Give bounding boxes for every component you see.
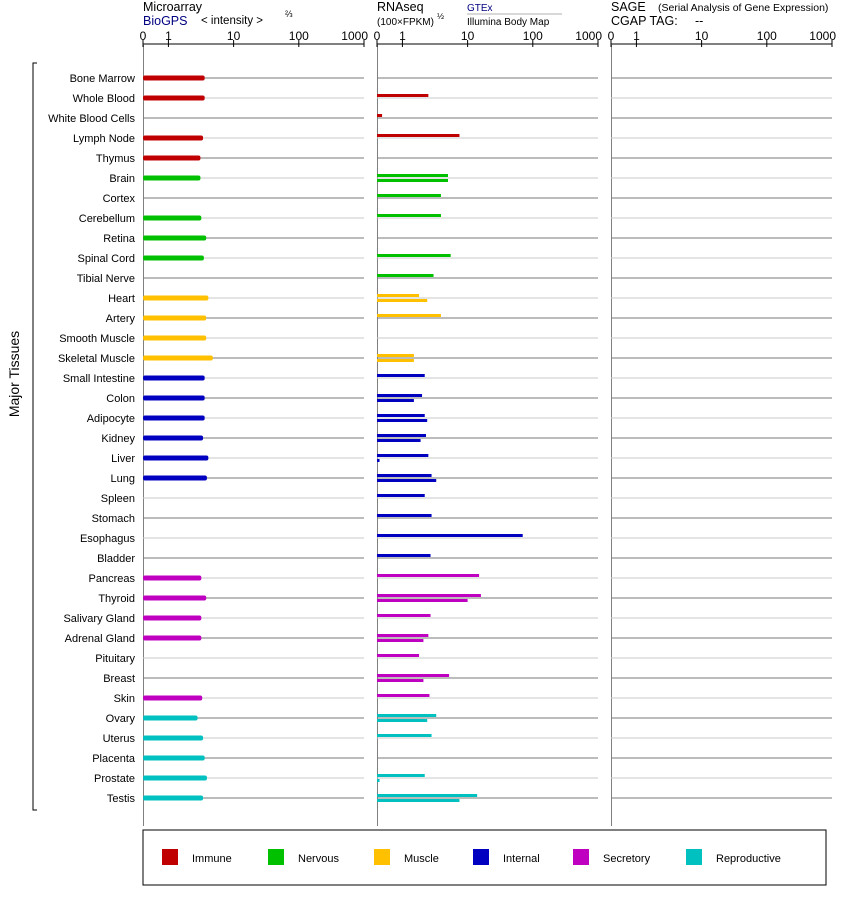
tissue-label: Spleen <box>100 493 135 505</box>
rnaseq-gtex-bar <box>377 634 428 637</box>
rnaseq-ibm-bar <box>377 719 427 722</box>
tissue-label: Pancreas <box>88 573 135 585</box>
rnaseq-gtex-bar <box>377 494 425 497</box>
microarray-bar <box>143 156 200 161</box>
microarray-bar <box>143 436 203 441</box>
y-axis-bracket <box>33 63 37 810</box>
tissue-label: Kidney <box>101 433 135 445</box>
tick-label: 0 <box>607 29 615 43</box>
rnaseq-unit-exponent: ½ <box>437 11 445 21</box>
legend-swatch <box>573 849 589 865</box>
rnaseq-ibm-bar <box>377 419 427 422</box>
microarray-bar <box>143 296 208 301</box>
microarray-bar <box>143 576 201 581</box>
sage-axis <box>608 29 837 826</box>
rnaseq-gtex-bar <box>377 194 441 197</box>
rnaseq-ibm-bar <box>377 799 459 802</box>
tissue-label: Heart <box>108 293 135 305</box>
microarray-bar <box>143 256 204 261</box>
rnaseq-gtex-bar <box>377 134 459 137</box>
microarray-bar <box>143 356 213 361</box>
microarray-bar <box>143 136 203 141</box>
tissue-label: Retina <box>103 233 135 245</box>
tissue-label: Stomach <box>91 513 135 525</box>
microarray-bar <box>143 796 203 801</box>
rnaseq-gtex-bar <box>377 414 425 417</box>
microarray-bar <box>143 376 205 381</box>
rnaseq-gtex-bar <box>377 174 448 177</box>
rnaseq-gtex-bar <box>377 394 422 397</box>
legend-swatch <box>162 849 178 865</box>
rnaseq-axis <box>374 29 603 826</box>
microarray-unit-exponent: ⅔ <box>285 9 293 19</box>
tissue-label: Lung <box>110 473 135 485</box>
tissue-label: Lymph Node <box>73 133 135 145</box>
tissue-label: Cerebellum <box>78 213 135 225</box>
microarray-bar <box>143 216 201 221</box>
tick-label: 10 <box>226 29 241 43</box>
tick-label: 1000 <box>341 29 368 43</box>
microarray-bar <box>143 716 198 721</box>
rnaseq-gtex-bar <box>377 214 441 217</box>
tissue-label: Thyroid <box>98 593 135 605</box>
microarray-bar <box>143 236 206 241</box>
tissue-label: Liver <box>111 453 135 465</box>
tissue-label: Artery <box>105 313 135 325</box>
tissue-label: Thymus <box>95 153 135 165</box>
tick-label: 10 <box>460 29 475 43</box>
microarray-bar <box>143 176 200 181</box>
microarray-bar <box>143 756 205 761</box>
tissue-label: Smooth Muscle <box>59 333 135 345</box>
rnaseq-gtex-bar <box>377 554 431 557</box>
microarray-bar <box>143 596 206 601</box>
tissue-label: Skeletal Muscle <box>57 353 135 365</box>
microarray-bar <box>143 636 201 641</box>
illumina-source-label: Illumina Body Map <box>467 17 550 28</box>
tick-label: 100 <box>288 29 309 43</box>
tick-label: 0 <box>373 29 381 43</box>
microarray-bar <box>143 76 205 81</box>
rnaseq-ibm-bar <box>377 459 380 462</box>
microarray-bar <box>143 396 205 401</box>
rnaseq-gtex-bar <box>377 674 449 677</box>
tissue-label: Ovary <box>105 713 135 725</box>
tissue-label: Pituitary <box>95 653 135 665</box>
tissue-label: Spinal Cord <box>77 253 135 265</box>
tissue-label: Bladder <box>97 553 135 565</box>
microarray-bar <box>143 96 205 101</box>
rnaseq-gtex-bar <box>377 774 425 777</box>
expression-bars <box>143 76 523 803</box>
tissue-label: White Blood Cells <box>48 113 135 125</box>
legend-label: Reproductive <box>716 853 781 865</box>
rnaseq-gtex-bar <box>377 794 477 797</box>
tissue-label: Bone Marrow <box>69 73 135 85</box>
rnaseq-gtex-bar <box>377 434 426 437</box>
rnaseq-unit-label: (100×FPKM) <box>377 17 434 28</box>
tissue-label: Testis <box>106 793 135 805</box>
rnaseq-ibm-bar <box>377 299 427 302</box>
rnaseq-gtex-bar <box>377 614 431 617</box>
tick-label: 0 <box>139 29 147 43</box>
sage-subtitle: (Serial Analysis of Gene Expression) <box>658 2 829 14</box>
microarray-bar <box>143 456 208 461</box>
microarray-axis <box>140 29 369 826</box>
microarray-bar <box>143 416 205 421</box>
tick-label: 1 <box>399 29 406 43</box>
rnaseq-gtex-bar <box>377 534 523 537</box>
legend-label: Immune <box>192 853 232 865</box>
legend-label: Internal <box>503 853 540 865</box>
legend-label: Muscle <box>404 853 439 865</box>
legend-label: Secretory <box>603 853 651 865</box>
microarray-bar <box>143 336 206 341</box>
tick-label: 1000 <box>575 29 602 43</box>
tick-label: 1 <box>633 29 640 43</box>
rnaseq-ibm-bar <box>377 679 423 682</box>
rnaseq-ibm-bar <box>377 179 448 182</box>
rnaseq-gtex-bar <box>377 694 429 697</box>
microarray-bar <box>143 776 207 781</box>
tissue-label: Prostate <box>94 773 135 785</box>
rnaseq-gtex-bar <box>377 734 432 737</box>
legend-swatch <box>686 849 702 865</box>
tick-label: 1 <box>165 29 172 43</box>
tissue-label: Small Intestine <box>62 373 135 385</box>
tissue-label: Adrenal Gland <box>64 633 135 645</box>
rnaseq-gtex-bar <box>377 354 414 357</box>
rnaseq-ibm-bar <box>377 599 468 602</box>
tissue-label: Skin <box>113 693 135 705</box>
tissue-label: Whole Blood <box>72 93 135 105</box>
y-axis-label: Major Tissues <box>6 330 22 418</box>
rnaseq-gtex-bar <box>377 294 419 297</box>
tissue-label: Adipocyte <box>86 413 135 425</box>
rnaseq-gtex-bar <box>377 114 382 117</box>
tissue-label: Placenta <box>92 753 135 765</box>
tissue-label: Breast <box>103 673 135 685</box>
rnaseq-ibm-bar <box>377 439 421 442</box>
tissue-label: Uterus <box>102 733 135 745</box>
legend-label: Nervous <box>298 853 339 865</box>
tick-label: 100 <box>522 29 543 43</box>
tick-label: 10 <box>694 29 709 43</box>
microarray-bar <box>143 316 206 321</box>
microarray-title: Microarray <box>143 0 203 14</box>
rnaseq-gtex-bar <box>377 594 481 597</box>
tick-label: 100 <box>756 29 777 43</box>
rnaseq-gtex-bar <box>377 314 441 317</box>
rnaseq-gtex-bar <box>377 94 428 97</box>
legend-swatch <box>268 849 284 865</box>
microarray-unit-label: < intensity > <box>201 15 264 27</box>
rnaseq-gtex-bar <box>377 714 436 717</box>
microarray-bar <box>143 696 202 701</box>
gtex-source-link[interactable]: GTEx <box>467 3 493 14</box>
microarray-source-link[interactable]: BioGPS <box>143 14 188 28</box>
rnaseq-gtex-bar <box>377 454 428 457</box>
rnaseq-gtex-bar <box>377 574 479 577</box>
legend-swatch <box>374 849 390 865</box>
rnaseq-gtex-bar <box>377 374 425 377</box>
rnaseq-gtex-bar <box>377 274 434 277</box>
tissue-label: Cortex <box>102 193 135 205</box>
rnaseq-gtex-bar <box>377 654 419 657</box>
tissue-label: Brain <box>109 173 135 185</box>
tissue-label: Esophagus <box>79 533 135 545</box>
rnaseq-ibm-bar <box>377 639 423 642</box>
sage-tag-value: -- <box>695 14 704 28</box>
rnaseq-gtex-bar <box>377 254 451 257</box>
sage-title: SAGE <box>611 0 646 14</box>
microarray-bar <box>143 616 201 621</box>
tissue-label: Tibial Nerve <box>76 273 135 285</box>
rnaseq-title: RNAseq <box>377 0 424 14</box>
sage-tag-label: CGAP TAG: <box>611 14 678 28</box>
rnaseq-ibm-bar <box>377 479 436 482</box>
tissue-label: Colon <box>106 393 135 405</box>
microarray-bar <box>143 736 203 741</box>
rnaseq-ibm-bar <box>377 779 380 782</box>
rnaseq-ibm-bar <box>377 399 414 402</box>
rnaseq-gtex-bar <box>377 514 432 517</box>
legend-swatch <box>473 849 489 865</box>
tick-label: 1000 <box>809 29 836 43</box>
rnaseq-ibm-bar <box>377 359 414 362</box>
microarray-bar <box>143 476 207 481</box>
tissue-label: Salivary Gland <box>63 613 135 625</box>
rnaseq-gtex-bar <box>377 474 432 477</box>
